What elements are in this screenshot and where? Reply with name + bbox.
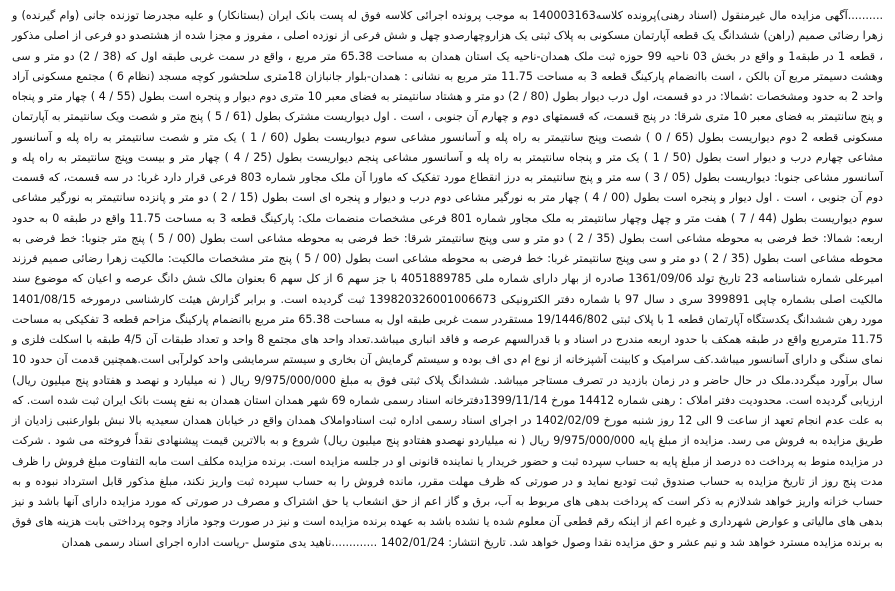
notice-body: ..........آگهی مزایده مال غیرمنقول (اسناد رهنی)پرونده کلاسه140003163 به موجب پرونده اجرائی کلاسه فوق له پست بانک ایران (بستانکار) و علیه مجدرضا توزنده جانی (وام گیرنده) و زهرا رضائی صمیم (راهن) ششدانگ یک قطعه آپارتمان مسکونی به پلاک ثبتی یک هزاروچهارصدو چهل و شش فرعی از نوزده اصلی ، مفروز و مجزا شده از هشتصدو دو فرعی از اصلی مذکور ، قطعه 1 در طبقه1 و واقع در بخش 03 ناحیه 99 حوزه ثبت ملک همدان-ناحیه یک استان همدان به مساحت 65.38 متر مربع ، واقع در سمت غربی طبقه اول که (38 / 2) دو متر و سی وهشت دسیمتر مربع آن بالکن ، است باانضمام پارکینگ قطعه 3 به مساحت 11.75 متر مربع به نشانی : همدان-بلوار جانبازان 18متری سلحشور کوچه مسجد (نظام 6 ) مجتمع مسکونی آراد واحد 2 به حدود ومشخصات :شمالا: در دو قسمت، اول درب دیوار بطول (80 / 2) دو متر و هشتاد سانتیمتر به فضای معبر 10 متری دوم دیوار و پنجره است بطول (55 / 4 ) چهار متر و پنجاه و پنج سانتیمتر به فضای معبر 10 متری شرقا: در پنج قسمت، که قسمتهای دوم و چهارم آن جنوبی ، است . اول دیواریست مشترک بطول (61 / 5 ) پنج متر و شصت ویک سانتیمتر به آپارتمان مسکونی قطعه 2 دوم دیواریست بطول (65 / 0 ) شصت وپنج سانتیمتر به راه پله و آسانسور مشاعی سوم دیواریست بطول (60 / 1 ) یک متر و شصت سانتیمتر به راه پله و آسانسور مشاعی چهارم درب و دیوار است بطول (50 / 1 ) یک متر و پنجاه سانتیمتر به راه پله و آسانسور مشاعی پنجم دیواریست بطول (25 / 4 ) چهار متر و بیست وپنج سانتیمتر به راه پله و آسانسور مشاعی جنوبا: دیواریست بطول (05 / 3 ) سه متر و پنج سانتیمتر به درز انقطاع مورد تفکیک که ماورا آن ملک مجاور شماره 803 فرعی قرار دارد غربا: در سه قسمت، که قسمت دوم آن جنوبی ، است . اول دیوار و پنجره است بطول (00 / 4 ) چهار متر به نورگیر مشاعی دوم درب و دیوار و پنجره ای است بطول (15 / 2 ) دو متر و پانزده سانتیمتر به نورگیر مشاعی سوم دیواریست بطول (44 / 7 ) هفت متر و چهل وچهار سانتیمتر به ملک مجاور شماره 801 فرعی مشخصات منضمات ملک: پارکینگ قطعه 3 به مساحت 11.75 واقع در طبقه 0 به حدود اربعه: شمالا: خط فرضی به محوطه مشاعی است بطول (35 / 2 ) دو متر و سی وپنج سانتیمتر شرقا: خط فرضی به محوطه مشاعی است بطول (00 / 5 ) پنج متر جنوبا: خط فرضی به محوطه مشاعی است بطول (35 / 2 ) دو متر و سی وپنج سانتیمتر غربا: خط فرضی به محوطه مشاعی است بطول (00 / 5 ) پنج متر مشخصات مالکیت: مالکیت زهرا رضائی صمیم فرزند امیرعلی شماره شناسنامه 23 تاریخ تولد 1361/09/06 صادره از بهار دارای شماره ملی 4051889785 با جز سهم 6 از کل سهم 6 بعنوان مالک شش دانگ عرصه و اعیان که موضوع سند مالکیت اصلی بشماره چاپی 399891 سری د سال 97 با شماره دفتر الکترونیکی 139820326001006673 ثبت گردیده است. و برابر گزارش هیئت کارشناسی درمورخه 1401/08/15 مورد رهن ششدانگ یکدستگاه آپارتمان قطعه 1 با پلاک ثبتی 19/1446/802 مستقردر سمت غربی طبقه اول به مساحت 65.38 متر مربع باانضمام پارکینگ مزاحم قطعه 3 تفکیکی به مساحت 11.75 مترمربع واقع در طبقه همکف با حدود اربعه مندرج در اسناد و با قدرالسهم عرصه و فاقد انباری میباشد.تعداد واحد های مجتمع 8 واحد و تعداد طبقات آن 4/5 طبقه با اسکلت فلزی و نمای سنگی و دارای آسانسور میباشد.کف سرامیک و کابینت آشپزخانه از نوع ام دی اف بوده و سیستم گرمایش آن بخاری و سیستم سرمایشی واحد کولرآبی است.همچنین قدمت آن حدود 10 سال برآورد میگردد.ملک در حال حاضر و در زمان بازدید در تصرف مستاجر میباشد. ششدانگ پلاک ثبتی فوق به مبلغ 9/975/000/000 ریال ( نه میلیارد و نهصد و هفتادو پنج میلیون ریال) ارزیابی گردیده است. محدودیت دفتر املاک : رهنی شماره 14412 مورخ 1399/11/14دفترخانه اسناد رسمی شماره 69 شهر همدان استان همدان به نفع پست بانک ایران ثبت شده است. که به علت عدم انجام تعهد از ساعت 9 الی 12 روز شنبه مورخ 1402/02/09 در اجرای اسناد رسمی اداره ثبت اسنادواملاک همدان واقع در خیابان همدان سعیدیه بالا نبش بلوارعنبی زادیان از طریق مزایده به فروش می رسد. مزایده از مبلغ پایه 9/975/000/000 ریال ( نه میلیاردو نهصدو هفتادو پنج میلیون ریال) شروع و به بالاترین قیمت پیشنهادی نقداً فروخته می شود . شرکت در مزایده منوط به پرداخت ده درصد از مبلغ پایه به حساب سپرده ثبت و حضور خریدار یا نماینده قانونی او در جلسه مزایده است. برنده مزایده مکلف است مابه التفاوت مبلغ فروش را ظرف مدت پنج روز از تاریخ مزایده به حساب صندوق ثبت تودیع نماید و در صورتی که ظرف مهلت مقرر، مانده فروش را به حساب سپرده ثبت واریز نکند، مبلغ مذکور قابل استرداد نبوده و به حساب خزانه واریز خواهد شدلازم به ذکر است که پرداخت بدهی های مربوط به آب، برق و گاز اعم از حق انشعاب یا حق اشتراک و مصرف در صورتی که مورد مزایده دارای آنها باشد و نیز بدهی های مالیاتی و عوارض شهرداری و غیره اعم از اینکه رقم قطعی آن معلوم شده یا نشده باشد به عهده برنده مزایده است و نیز در صورت وجود مازاد وجوه پرداختی بابت هزینه های فوق به برنده مزایده مسترد خواهد شد و نیم عشر و حق مزایده نقدا وصول خواهد شد. تاریخ انتشار: 1402/01/24 .............ناهید یدی متوسل -ریاست اداره اجرای اسناد رسمی همدان — [12, 9, 884, 549]
